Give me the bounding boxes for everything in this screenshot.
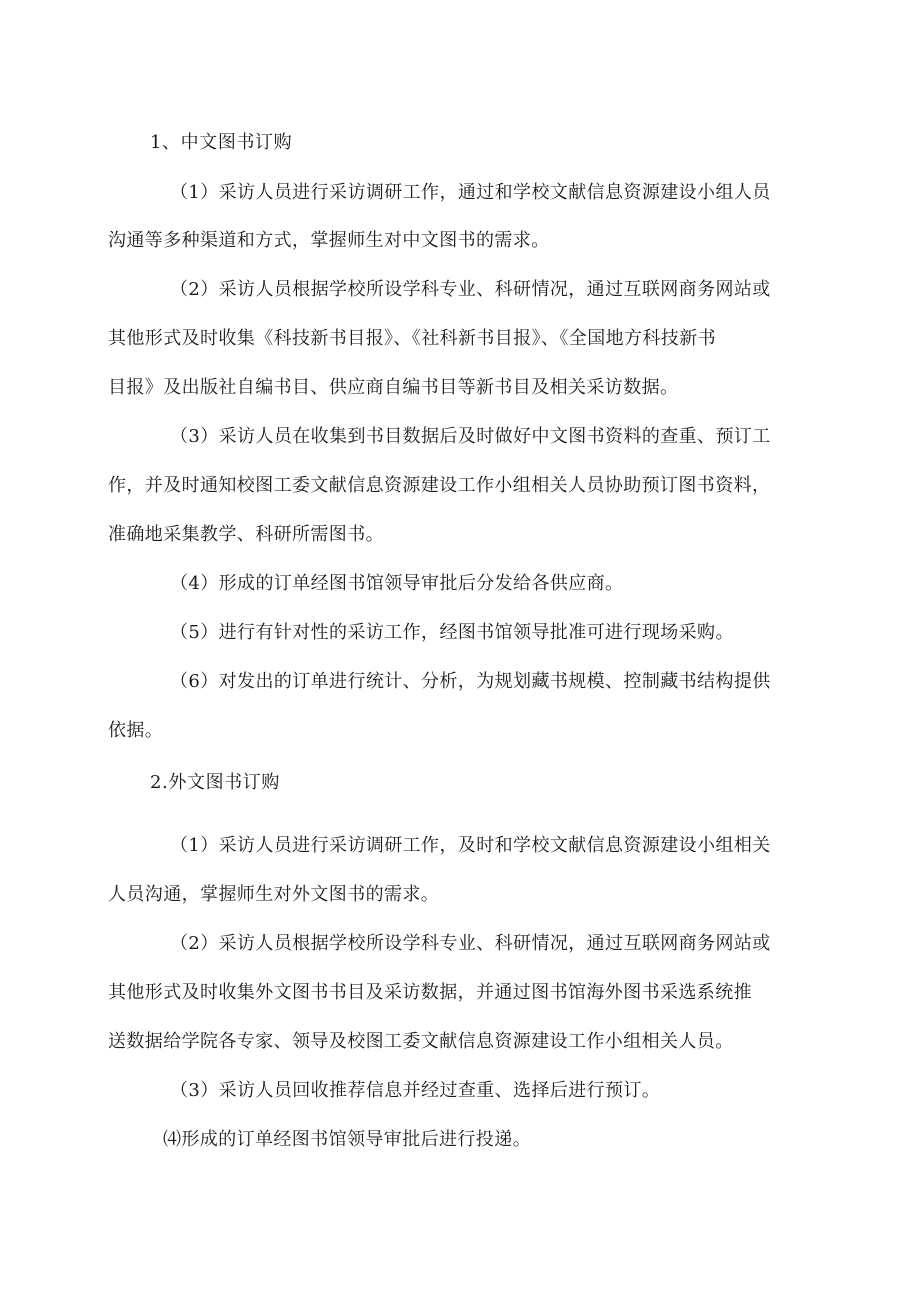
s1-item-3-line-1: （3）采访人员在收集到书目数据后及时做好中文图书资料的查重、预订工 [170, 426, 771, 447]
s1-item-6-line-1: （6）对发出的订单进行统计、分析，为规划藏书规模、控制藏书结构提供 [170, 671, 771, 692]
s2-item-2-line-1: （2）采访人员根据学校所设学科专业、科研情况，通过互联网商务网站或 [170, 933, 771, 954]
s1-item-2-line-1: （2）采访人员根据学校所设学科专业、科研情况，通过互联网商务网站或 [170, 279, 771, 300]
s2-item-1-line-1: （1）采访人员进行采访调研工作，及时和学校文献信息资源建设小组相关 [170, 835, 771, 856]
s2-item-2-line-2: 其他形式及时收集外文图书书目及采访数据，并通过图书馆海外图书采选系统推 [108, 982, 752, 1003]
s1-item-2-line-3: 目报》及出版社自编书目、供应商自编书目等新书目及相关采访数据。 [108, 377, 679, 398]
s1-item-3-line-2: 作，并及时通知校图工委文献信息资源建设工作小组相关人员协助预订图书资料， [108, 475, 771, 496]
s1-item-3-line-3: 准确地采集教学、科研所需图书。 [108, 524, 384, 545]
s1-item-1-line-1: （1）采访人员进行采访调研工作，通过和学校文献信息资源建设小组人员 [170, 182, 771, 203]
s1-item-5-line-1: （5）进行有针对性的采访工作，经图书馆领导批准可进行现场采购。 [170, 622, 734, 643]
section-1-heading: 1、中文图书订购 [150, 132, 293, 153]
s2-item-2-line-3: 送数据给学院各专家、领导及校图工委文献信息资源建设工作小组相关人员。 [108, 1031, 734, 1052]
s1-item-2-line-2: 其他形式及时收集《科技新书目报》、《社科新书目报》、《全国地方科技新书 [108, 328, 716, 349]
s2-item-3-line-1: （3）采访人员回收推荐信息并经过查重、选择后进行预订。 [170, 1080, 661, 1101]
s1-item-4-line-1: （4）形成的订单经图书馆领导审批后分发给各供应商。 [170, 573, 624, 594]
s1-item-1-line-2: 沟通等多种渠道和方式，掌握师生对中文图书的需求。 [108, 230, 550, 251]
s2-item-1-line-2: 人员沟通，掌握师生对外文图书的需求。 [108, 884, 440, 905]
s2-item-4-line-1: ⑷形成的订单经图书馆领导审批后进行投递。 [163, 1129, 531, 1150]
s1-item-6-line-2: 依据。 [108, 720, 164, 741]
section-2-heading: 2.外文图书订购 [150, 772, 280, 793]
